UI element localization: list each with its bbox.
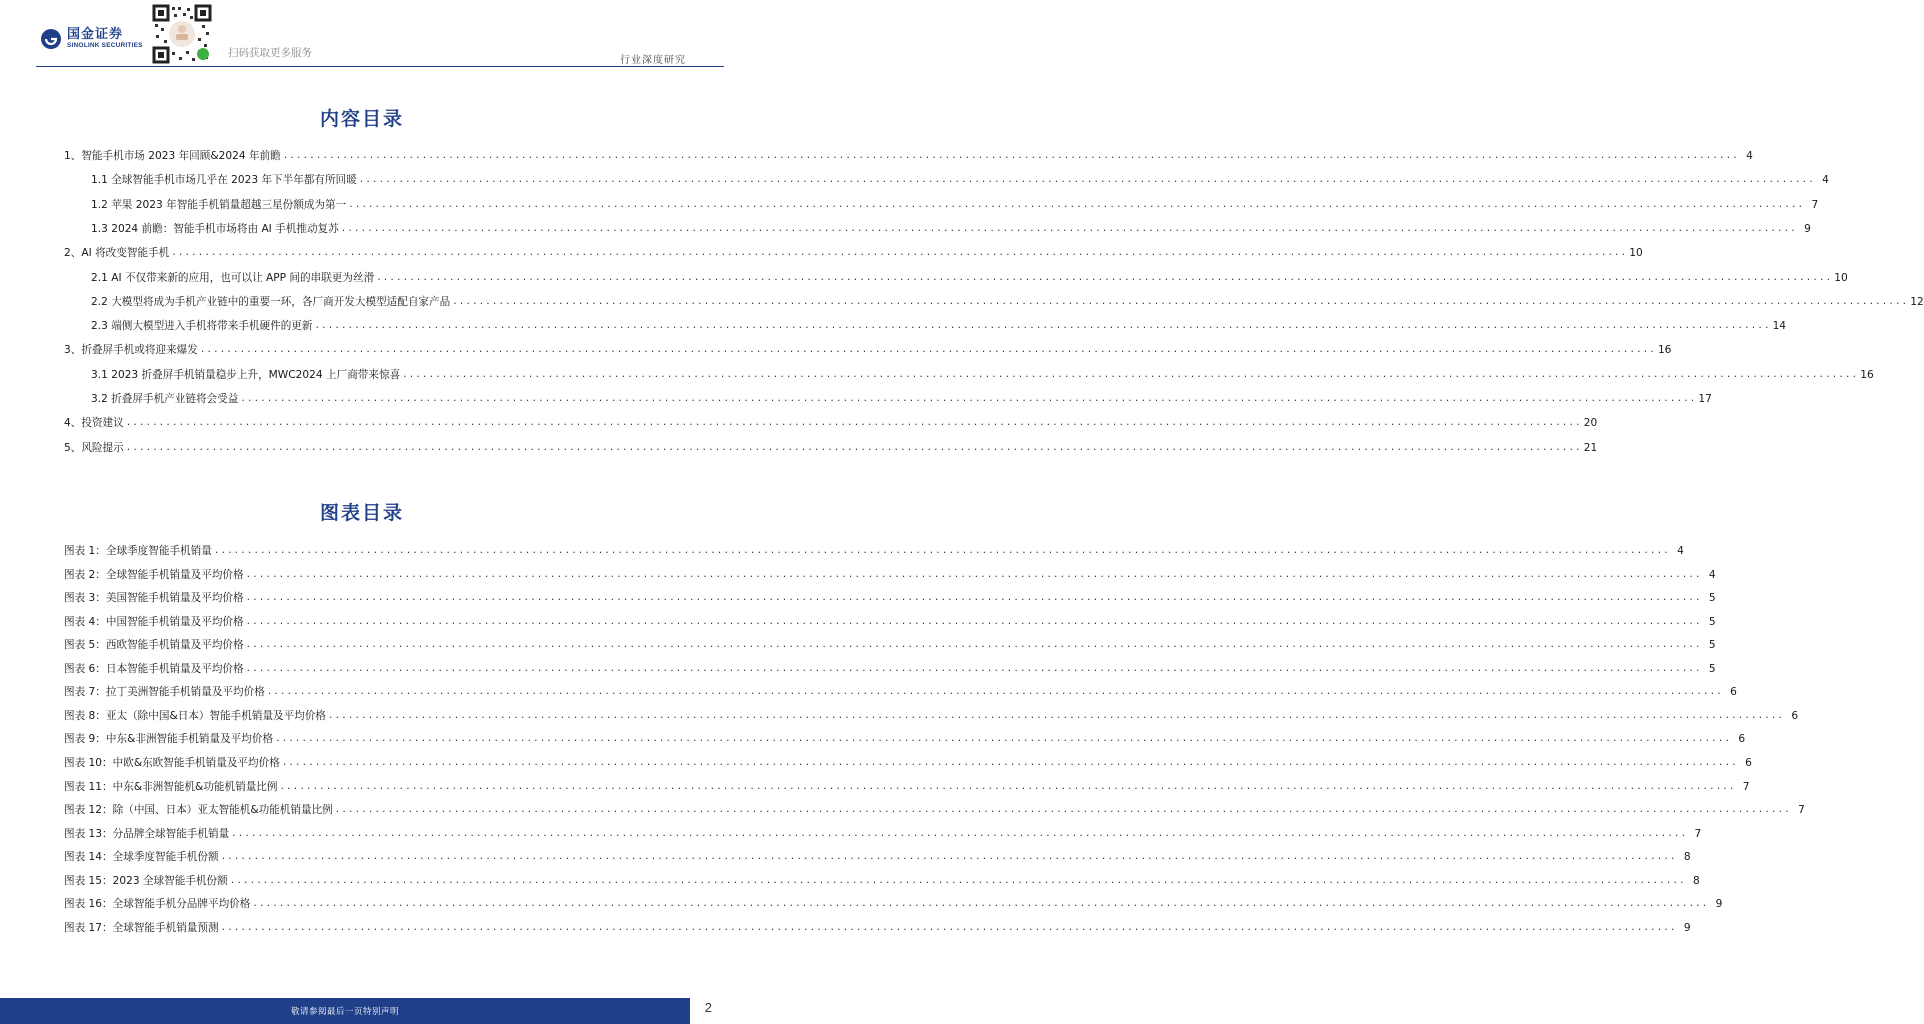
toc-entry[interactable] (91, 368, 1874, 382)
toc-entry[interactable] (64, 416, 1598, 430)
toc-entry-text: 4、投资建议 (64, 417, 124, 430)
toc-entry-text: 1、智能手机市场 2023 年回顾&2024 年前瞻 (64, 150, 281, 162)
figure-entry-text: 中欧&东欧智能手机销量及平均价格 (112, 756, 280, 769)
figure-entry-text: 全球季度智能手机份额 (112, 851, 219, 864)
toc-entry[interactable] (91, 392, 1712, 406)
figure-entry-text: 除（中国、日本）亚太智能机&功能机销量比例 (112, 804, 333, 817)
leader-dots: ............................................................................................................................................................................................................................ (229, 875, 1686, 886)
toc-entry[interactable] (91, 271, 1848, 285)
figure-label: 图表 9： (64, 733, 106, 746)
figure-entry-page: 5 (1708, 615, 1716, 628)
toc-entry-text: 2.2 大模型将成为手机产业链中的重要一环，各厂商开发大模型适配自家产品 (91, 295, 451, 308)
leader-dots: ............................................................................................................................................................................................................................ (240, 394, 1697, 404)
figure-label: 图表 6： (64, 662, 106, 675)
figure-entry-text: 日本智能手机销量及平均价格 (105, 662, 244, 675)
toc-entry-text: 3.2 折叠屏手机产业链将会受益 (91, 393, 239, 405)
figure-entry-text: 美国智能手机销量及平均价格 (105, 592, 244, 605)
toc-entry[interactable] (91, 222, 1811, 236)
leader-dots: ............................................................................................................................................................................................................................ (245, 569, 1702, 580)
figure-entry-text: 中东&非洲智能机&功能机销量比例 (112, 780, 278, 793)
figure-label: 图表 14： (64, 851, 113, 864)
figure-entry[interactable] (64, 850, 1691, 864)
leader-dots: ............................................................................................................................................................................................................................ (220, 852, 1677, 863)
toc-entry-text: 3.1 2023 折叠屏手机销量稳步上升，MWC2024 上厂商带来惊喜 (91, 368, 401, 381)
toc-entry-page: 14 (1772, 320, 1787, 333)
figure-entry-text: 拉丁美洲智能手机销量及平均价格 (105, 686, 265, 699)
figure-entry[interactable] (64, 803, 1805, 817)
figure-entry-page: 6 (1738, 733, 1746, 746)
leader-dots: ............................................................................................................................................................................................................................ (245, 616, 1702, 627)
toc-entry-page: 17 (1698, 393, 1712, 405)
toc-entry-text: 1.2 苹果 2023 年智能手机销量超越三星份额成为第一 (91, 198, 347, 211)
leader-dots: ............................................................................................................................................................................................................................ (340, 223, 1797, 234)
leader-dots: ............................................................................................................................................................................................................................ (252, 899, 1709, 910)
figure-entry-text: 2023 全球智能手机份额 (112, 874, 228, 887)
leader-dots: ............................................................................................................................................................................................................................ (213, 546, 1670, 556)
toc-entry-text: 1.3 2024 前瞻：智能手机市场将由 AI 手机推动复苏 (91, 222, 339, 235)
figure-entry-page: 4 (1677, 545, 1684, 557)
figure-entry[interactable] (64, 591, 1716, 605)
toc-entry[interactable] (91, 173, 1829, 187)
toc-entry-text: 3、折叠屏手机或将迎来爆发 (64, 344, 198, 357)
leader-dots: ............................................................................................................................................................................................................................ (358, 175, 1815, 186)
page-header (0, 0, 724, 68)
figure-entry-page: 7 (1798, 804, 1805, 817)
leader-dots: ............................................................................................................................................................................................................................ (266, 687, 1723, 698)
leader-dots: ............................................................................................................................................................................................................................ (245, 640, 1702, 651)
report-category: 行业深度研究 (620, 55, 686, 66)
figure-entry[interactable] (64, 709, 1799, 723)
figure-entry[interactable] (64, 615, 1716, 629)
figure-entry-page: 8 (1693, 874, 1700, 887)
leader-dots: ............................................................................................................................................................................................................................ (275, 734, 1732, 745)
leader-dots: ............................................................................................................................................................................................................................ (328, 710, 1785, 721)
leader-dots: ............................................................................................................................................................................................................................ (334, 805, 1791, 816)
figure-entry[interactable] (64, 921, 1691, 935)
figure-entry-text: 中东&非洲智能手机销量及平均价格 (105, 733, 274, 746)
figure-entry-text: 亚太（除中国&日本）智能手机销量及平均价格 (105, 709, 327, 722)
leader-dots: ............................................................................................................................................................................................................................ (125, 418, 1582, 429)
figure-entry-text: 全球智能手机销量预测 (112, 921, 219, 934)
toc-entry-page: 4 (1822, 174, 1829, 187)
figure-label: 图表 10： (64, 756, 113, 769)
leader-dots: ............................................................................................................................................................................................................................ (199, 345, 1656, 356)
toc-entry-page: 16 (1657, 344, 1672, 357)
figure-label: 图表 5： (64, 639, 106, 652)
figure-entry[interactable] (64, 827, 1702, 841)
figure-label: 图表 2： (64, 568, 106, 581)
figure-entry[interactable] (64, 756, 1752, 770)
figure-label: 图表 12： (64, 804, 113, 817)
figure-entry-page: 7 (1694, 827, 1702, 840)
figure-entry-text: 西欧智能手机销量及平均价格 (105, 639, 244, 652)
toc-entry-page: 21 (1583, 441, 1598, 454)
leader-dots: ............................................................................................................................................................................................................................ (314, 321, 1771, 332)
figure-label: 图表 15： (64, 874, 113, 887)
leader-dots: ............................................................................................................................................................................................................................ (245, 593, 1702, 604)
leader-dots: ............................................................................................................................................................................................................................ (402, 369, 1859, 380)
leader-dots: ............................................................................................................................................................................................................................ (231, 828, 1688, 839)
figure-entry[interactable] (64, 897, 1723, 911)
figure-entry[interactable] (64, 732, 1746, 746)
leader-dots: ............................................................................................................................................................................................................................ (281, 757, 1738, 768)
sinolink-logo-icon (40, 28, 62, 50)
toc-entry[interactable] (91, 198, 1819, 212)
logo-cn-text: 国金证券 (67, 27, 124, 43)
figure-entry[interactable] (64, 568, 1716, 582)
company-logo (40, 28, 143, 50)
figure-entry-page: 5 (1708, 592, 1716, 605)
toc-entry-page: 4 (1746, 150, 1753, 162)
figure-entry[interactable] (64, 874, 1700, 888)
figure-entry-page: 9 (1683, 921, 1691, 934)
leader-dots: ............................................................................................................................................................................................................................ (282, 151, 1739, 161)
toc-entry[interactable] (91, 319, 1787, 333)
figure-entry-page: 4 (1708, 568, 1716, 581)
figure-entry-page: 6 (1730, 686, 1737, 699)
toc-entry[interactable] (64, 441, 1598, 455)
leader-dots: ............................................................................................................................................................................................................................ (220, 922, 1677, 933)
figure-entry-text: 全球季度智能手机销量 (105, 545, 212, 557)
footer-notice: 敬请参阅最后一页特别声明 (290, 1007, 399, 1017)
figure-entry-page: 8 (1683, 851, 1691, 864)
figure-label: 图表 8： (64, 709, 106, 722)
figure-label: 图表 1： (64, 545, 106, 557)
toc-entry[interactable] (64, 343, 1672, 357)
figure-entry[interactable] (64, 638, 1716, 652)
figures-title: 图表目录 (319, 502, 404, 524)
toc-entry-page: 10 (1834, 271, 1848, 284)
figure-entry-page: 6 (1791, 709, 1799, 722)
toc-entry-text: 5、风险提示 (64, 441, 124, 454)
figure-entry-page: 5 (1708, 639, 1716, 652)
figure-label: 图表 4： (64, 615, 106, 628)
figure-label: 图表 3： (64, 592, 106, 605)
logo-en-text: SINOLINK SECURITIES (67, 42, 143, 50)
figure-label: 图表 17： (64, 921, 113, 934)
toc-entry-page: 10 (1629, 247, 1643, 260)
leader-dots: ............................................................................................................................................................................................................................ (245, 663, 1702, 674)
figure-label: 图表 16： (64, 898, 113, 911)
toc-entry-page: 16 (1860, 368, 1874, 381)
qr-code-icon[interactable] (152, 4, 212, 64)
header-divider (36, 66, 724, 67)
figure-label: 图表 13： (64, 827, 113, 840)
toc-title: 内容目录 (319, 108, 404, 130)
toc-entry[interactable] (64, 149, 1753, 163)
figure-entry[interactable] (64, 780, 1750, 794)
toc-entry-text: 2.3 端侧大模型进入手机将带来手机硬件的更新 (91, 320, 313, 333)
figure-entry[interactable] (64, 544, 1684, 558)
figure-label: 图表 7： (64, 686, 106, 699)
leader-dots: ............................................................................................................................................................................................................................ (376, 272, 1833, 283)
figure-entry-page: 6 (1745, 756, 1752, 769)
figure-entry-page: 5 (1708, 662, 1716, 675)
toc-entry[interactable] (64, 246, 1643, 260)
leader-dots: ............................................................................................................................................................................................................................ (125, 442, 1582, 453)
figure-entry-text: 中国智能手机销量及平均价格 (105, 615, 244, 628)
leader-dots: ............................................................................................................................................................................................................................ (452, 296, 1909, 307)
figure-entry-text: 全球智能手机分品牌平均价格 (112, 898, 251, 911)
toc-entry-text: 2、AI 将改变智能手机 (64, 247, 170, 260)
page-number: 2 (704, 1000, 712, 1015)
figure-entry-text: 全球智能手机销量及平均价格 (105, 568, 244, 581)
toc-entry-text: 2.1 AI 不仅带来新的应用，也可以让 APP 间的串联更为丝滑 (91, 271, 375, 284)
figure-entry-text: 分品牌全球智能手机销量 (112, 827, 230, 840)
leader-dots: ............................................................................................................................................................................................................................ (171, 248, 1628, 259)
figure-entry-page: 9 (1715, 898, 1723, 911)
toc-entry-page: 12 (1910, 295, 1924, 308)
leader-dots: ............................................................................................................................................................................................................................ (348, 199, 1805, 210)
toc-entry-page: 20 (1583, 417, 1598, 430)
figure-label: 图表 11： (64, 780, 113, 793)
toc-entry-page: 7 (1811, 198, 1819, 211)
figure-entry[interactable] (64, 685, 1737, 699)
toc-entry[interactable] (91, 295, 1924, 309)
leader-dots: ............................................................................................................................................................................................................................ (279, 781, 1736, 792)
scan-service-text: 扫码获取更多服务 (228, 47, 312, 59)
figure-entry-page: 7 (1742, 780, 1750, 793)
toc-entry-text: 1.1 全球智能手机市场几乎在 2023 年下半年都有所回暖 (91, 174, 357, 187)
figure-entry[interactable] (64, 662, 1716, 676)
toc-entry-page: 9 (1804, 222, 1811, 235)
